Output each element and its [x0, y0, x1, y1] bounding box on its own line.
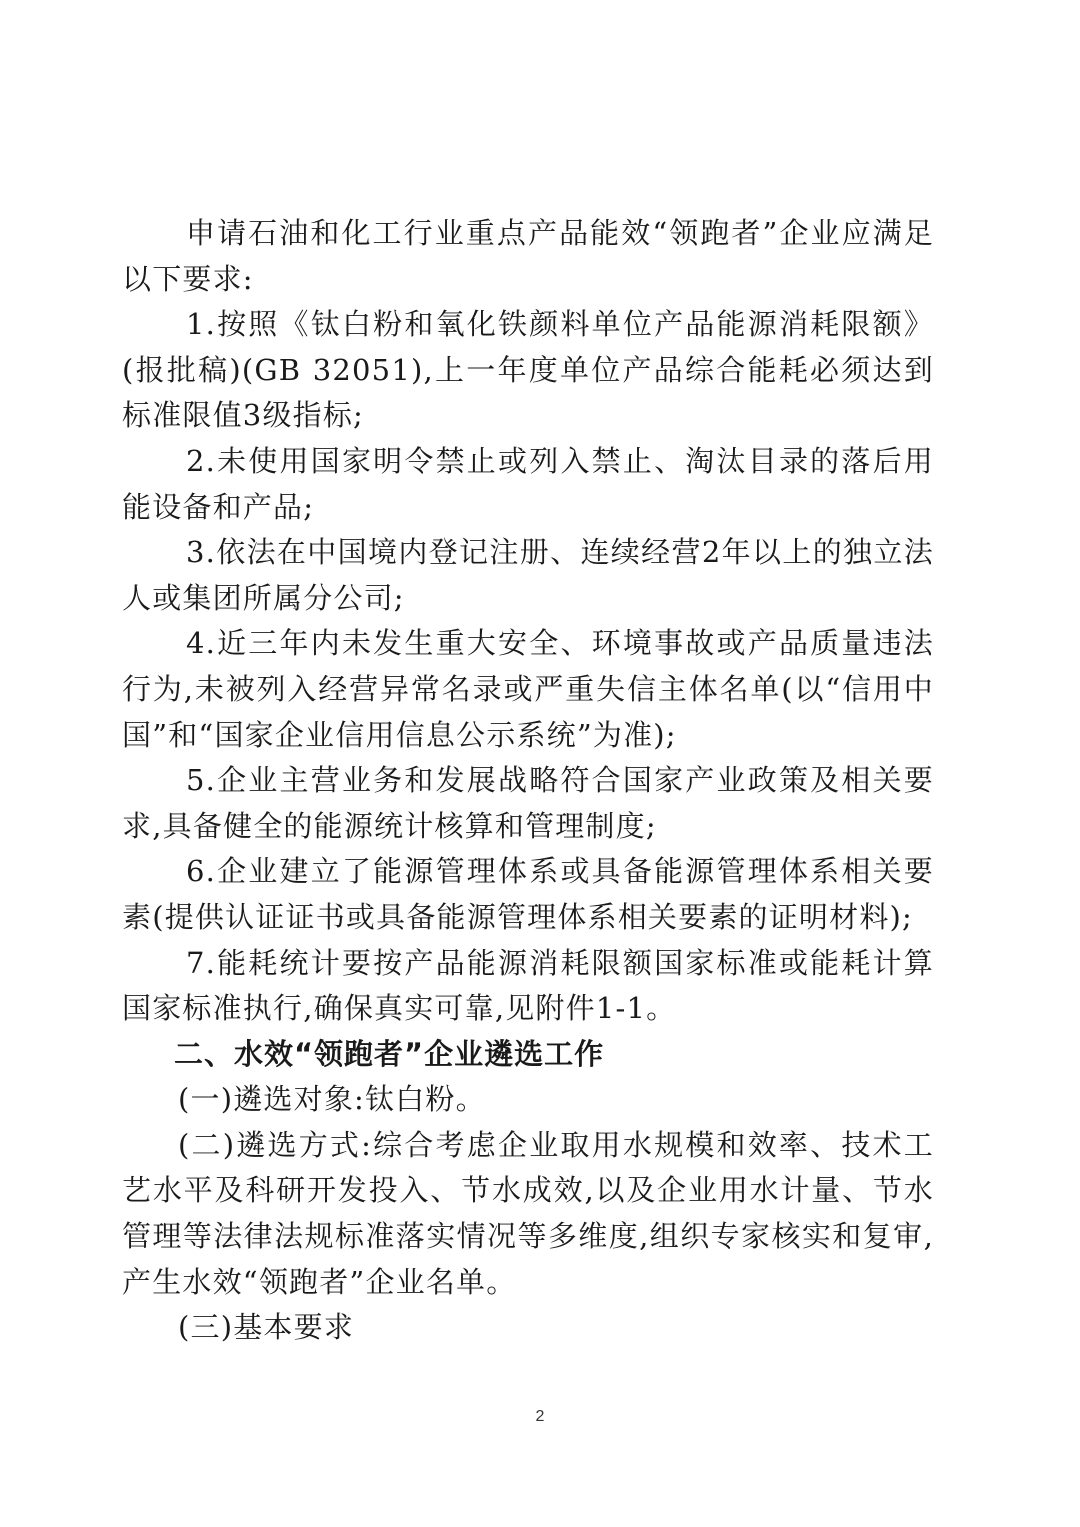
subsection-target: (一)遴选对象:钛白粉。	[178, 1082, 486, 1117]
subsection-method: (二)遴选方式:综合考虑企业取用水规模和效率、技术工艺水平及科研开发投入、节水成效,以及企业用水计量、节水管理等法律法规标准落实情况等多维度,组织专家核实和复审,产生水效“领跑者”企业名单。	[122, 1127, 934, 1299]
subsection-requirements: (三)基本要求	[178, 1310, 355, 1345]
intro-paragraph: 申请石油和化工行业重点产品能效“领跑者”企业应满足以下要求:	[122, 216, 934, 296]
page-number: 2	[535, 1408, 545, 1425]
requirement-7: 7.能耗统计要按产品能源消耗限额国家标准或能耗计算国家标准执行,确保真实可靠,见附件1-1。	[122, 945, 934, 1026]
requirement-2: 2.未使用国家明令禁止或列入禁止、淘汰目录的落后用能设备和产品;	[122, 443, 934, 524]
requirement-5: 5.企业主营业务和发展战略符合国家产业政策及相关要求,具备健全的能源统计核算和管理制度;	[122, 763, 934, 843]
requirement-3: 3.依法在中国境内登记注册、连续经营2年以上的独立法人或集团所属分公司;	[122, 535, 934, 615]
document-body	[122, 211, 934, 1351]
requirement-6: 6.企业建立了能源管理体系或具备能源管理体系相关要素(提供认证证书或具备能源管理体系相关要素的证明材料);	[122, 854, 934, 934]
section-heading: 二、水效“领跑者”企业遴选工作	[174, 1036, 605, 1071]
requirement-4: 4.近三年内未发生重大安全、环境事故或产品质量违法行为,未被列入经营异常名录或严重失信主体名单(以“信用中国”和“国家企业信用信息公示系统”为准);	[122, 626, 934, 752]
requirement-1: 1.按照《钛白粉和氧化铁颜料单位产品能源消耗限额》(报批稿)(GB 32051),上一年度单位产品综合能耗必须达到标准限值3级指标;	[122, 307, 934, 433]
